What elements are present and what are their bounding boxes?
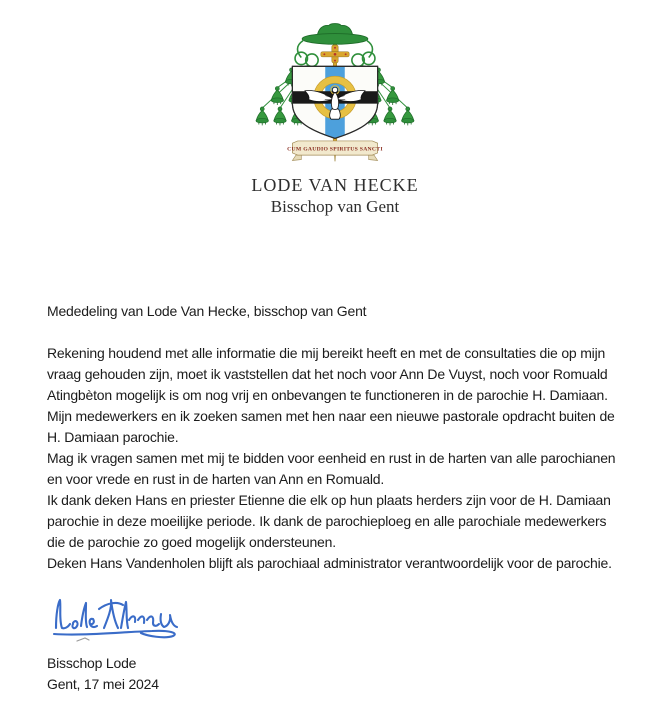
motto-text: CUM GAUDIO SPIRITUS SANCTI [287, 146, 383, 153]
signature [47, 588, 630, 644]
letter-line: Mijn medewerkers en ik zoeken samen met hen naar een nieuwe pastorale opdracht buiten de [47, 408, 615, 424]
coat-of-arms-icon [246, 22, 424, 164]
letter-intro: Mededeling van Lode Van Hecke, bisschop van Gent [47, 303, 367, 319]
letter-line: H. Damiaan parochie. [47, 429, 179, 445]
letter-line: Ik dank deken Hans en priester Etienne die elk op hun plaats herders zijn voor de H. Damiaan [47, 492, 611, 508]
letter-line: vraag gehouden zijn, moet ik vaststellen dat het noch voor Ann De Vuyst, noch voor Romuald [47, 366, 608, 382]
signoff-date: Gent, 17 mei 2024 [47, 676, 159, 692]
bishop-name: LODE VAN HECKE [251, 175, 419, 195]
galero-icon [302, 24, 368, 45]
letter-line: Mag ik vragen samen met mij te bidden voor eenheid en rust in de harten van alle parochianen [47, 450, 616, 466]
signature-icon [47, 588, 197, 644]
letter-line: die de parochie zo goed mogelijk ondersteunen. [47, 534, 336, 550]
letter-body [47, 301, 630, 695]
letter-line: Rekening houdend met alle informatie die mij bereikt heeft en met de consultaties die op mijn [47, 345, 606, 361]
letter-line: en voor vrede en rust in de harten van Ann en Romuald. [47, 471, 385, 487]
letter-line: Deken Hans Vandenholen blijft als parochiaal administrator verantwoordelijk voor de parochie. [47, 555, 612, 571]
letter-line: Atingbèton mogelijk is om nog vrij en onbevangen te functioneren in de parochie H. Damiaan. [47, 387, 608, 403]
coat-of-arms [0, 0, 670, 169]
letter-line: parochie in deze moeilijke periode. Ik dank de parochieploeg en alle parochiale medewerkers [47, 513, 607, 529]
signoff-name: Bisschop Lode [47, 655, 137, 671]
signoff-block [47, 653, 630, 695]
bishop-title: Bisschop van Gent [270, 197, 400, 216]
shield [292, 66, 377, 138]
